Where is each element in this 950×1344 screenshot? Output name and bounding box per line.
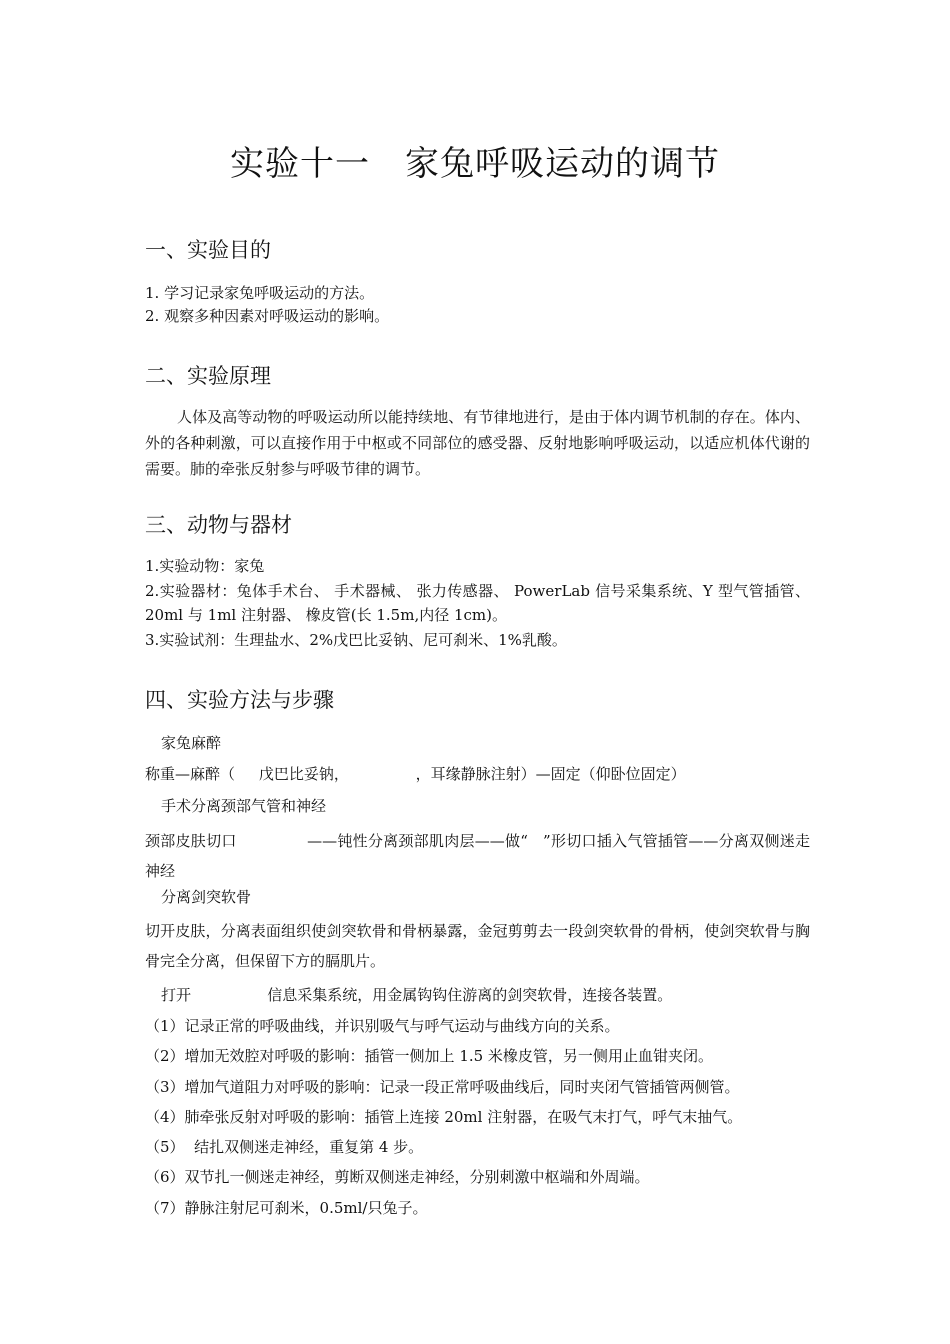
section-heading-principle: 二、实验原理 — [145, 364, 271, 388]
reagents-line: 3.实验试剂：生理盐水、2%戊巴比妥钠、尼可刹米、1%乳酸。 — [145, 631, 567, 649]
step-surgery-title: 手术分离颈部气管和神经 — [161, 797, 327, 815]
page-title: 实验十一 家兔呼吸运动的调节 — [230, 144, 720, 184]
equipment-line: 2.实验器材：兔体手术台、 手术器械、 张力传感器、 PowerLab 信号采集系统、Y 型气管插管、 20ml 与 1ml 注射器、 橡皮管(长 1.5m,内径 1cm)。 — [145, 582, 810, 624]
observation-item: （6）双节扎一侧迷走神经，剪断双侧迷走神经，分别刺激中枢端和外周端。 — [145, 1168, 650, 1186]
step-surgery-body: 颈部皮肤切口 ——钝性分离颈部肌肉层——做“ ”形切口插入气管插管——分离双侧迷走神经 — [145, 832, 810, 880]
step-system-line: 打开 信息采集系统，用金属钩钩住游离的剑突软骨，连接各装置。 — [161, 986, 673, 1004]
observation-item: （5） 结扎双侧迷走神经，重复第 4 步。 — [145, 1138, 424, 1156]
animal-line: 1.实验动物：家兔 — [145, 557, 265, 575]
step-xiphoid-title: 分离剑突软骨 — [161, 888, 252, 906]
list-item: 2. 观察多种因素对呼吸运动的影响。 — [145, 307, 390, 325]
observation-item: （2）增加无效腔对呼吸的影响：插管一侧加上 1.5 米橡皮管，另一侧用止血钳夹闭。 — [145, 1047, 713, 1065]
section-heading-materials: 三、动物与器材 — [145, 513, 292, 537]
observation-item: （4）肺牵张反射对呼吸的影响：插管上连接 20ml 注射器，在吸气末打气，呼气末抽气。 — [145, 1108, 743, 1126]
step-xiphoid-body: 切开皮肤，分离表面组织使剑突软骨和骨柄暴露，金冠剪剪去一段剑突软骨的骨柄，使剑突软骨与胸骨完全分离，但保留下方的膈肌片。 — [145, 922, 810, 970]
observation-item: （3）增加气道阻力对呼吸的影响：记录一段正常呼吸曲线后，同时夹闭气管插管两侧管。 — [145, 1078, 740, 1096]
list-item: 1. 学习记录家兔呼吸运动的方法。 — [145, 284, 375, 302]
observation-item: （7）静脉注射尼可刹米，0.5ml/只兔子。 — [145, 1199, 428, 1217]
section-heading-purpose: 一、实验目的 — [145, 238, 271, 262]
principle-paragraph: 人体及高等动物的呼吸运动所以能持续地、有节律地进行，是由于体内调节机制的存在。体内、外的各种刺激，可以直接作用于中枢或不同部位的感受器、反射地影响呼吸运动，以适应机体代谢的需要。肺的牵张反射参与呼吸节律的调节。 — [145, 408, 810, 478]
step-anesthesia-body: 称重—麻醉（ 戊巴比妥钠， ，耳缘静脉注射）—固定（仰卧位固定） — [145, 765, 686, 783]
section-heading-methods: 四、实验方法与步骤 — [145, 688, 334, 712]
observation-item: （1）记录正常的呼吸曲线，并识别吸气与呼气运动与曲线方向的关系。 — [145, 1017, 620, 1035]
step-anesthesia-title: 家兔麻醉 — [161, 734, 222, 752]
